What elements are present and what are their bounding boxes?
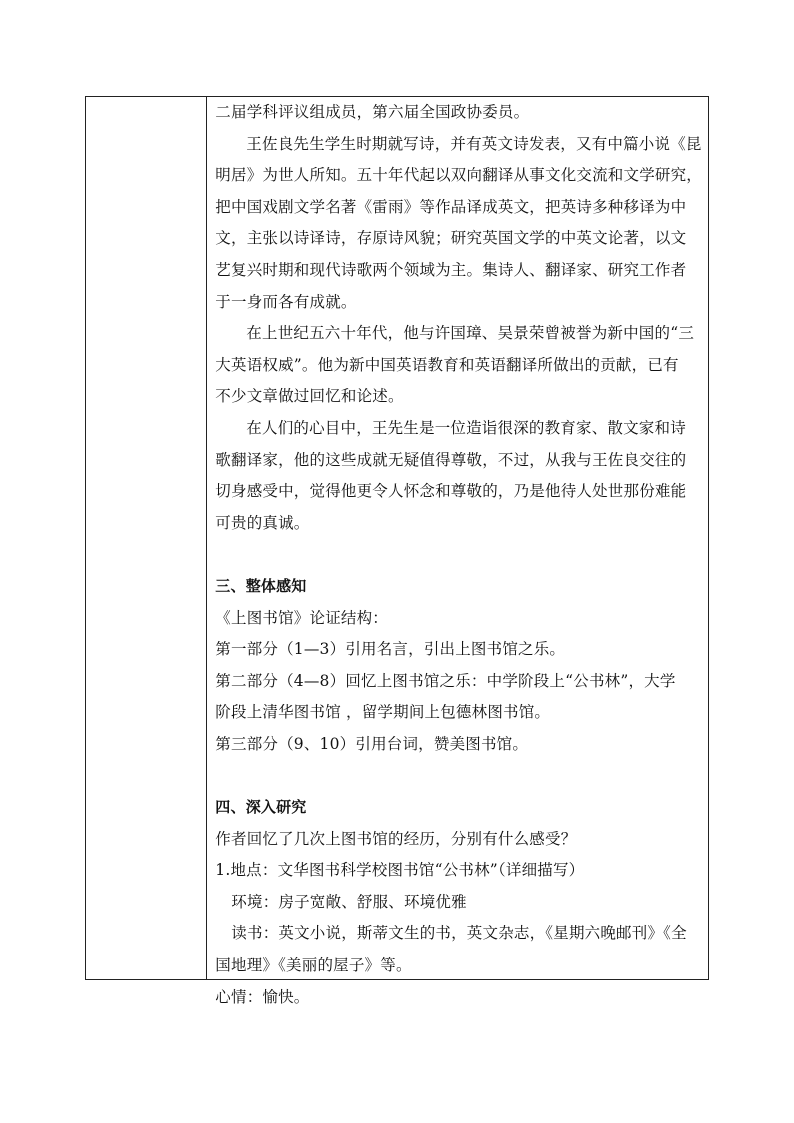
paragraph-first-line: 王佐良先生学生时期就写诗，并有英文诗发表，又有中篇小说《昆 xyxy=(246,134,702,153)
text-line: 《上图书馆》论证结构： xyxy=(215,608,388,627)
text-line: 读书：英文小说，斯蒂文生的书，英文杂志，《星期六晚邮刊》《全 xyxy=(231,924,687,943)
section-heading-overall: 三、整体感知 xyxy=(215,576,307,595)
text-line: 1.地点：文华图书科学校图书馆“公书林”（详细描写） xyxy=(215,861,585,880)
text-line: 艺复兴时期和现代诗歌两个领域为主。集诗人、翻译家、研究工作者 xyxy=(215,260,687,279)
text-line: 心情：愉快。 xyxy=(215,987,310,1006)
text-line: 第一部分（1—3）引用名言，引出上图书馆之乐。 xyxy=(215,640,566,659)
text-line: 切身感受中，觉得他更令人怀念和尊敬的，乃是他待人处世那份难能 xyxy=(215,482,687,501)
text-line: 环境：房子宽敞、舒服、环境优雅 xyxy=(231,892,467,911)
text-line: 把中国戏剧文学名著《雷雨》等作品译成英文，把英诗多种移译为中 xyxy=(215,197,687,216)
text-line: 明居》为世人所知。五十年代起以双向翻译从事文化交流和文学研究， xyxy=(215,166,702,185)
text-line: 于一身而各有成就。 xyxy=(215,292,357,311)
text-line: 第二部分（4—8）回忆上图书馆之乐：中学阶段上“公书林”，大学 xyxy=(215,671,676,690)
content-table xyxy=(85,96,709,1006)
text-line: 作者回忆了几次上图书馆的经历，分别有什么感受？ xyxy=(215,829,577,848)
table-left-column xyxy=(86,97,207,979)
paragraph-first-line: 在上世纪五六十年代，他与许国璋、吴景荣曾被誉为新中国的“三 xyxy=(246,324,695,343)
text-line: 第三部分（9、10）引用台词，赞美图书馆。 xyxy=(215,734,529,753)
paragraph-first-line: 在人们的心目中，王先生是一位造诣很深的教育家、散文家和诗 xyxy=(246,418,686,437)
blank-line xyxy=(215,760,702,792)
text-line: 不少文章做过回忆和论述。 xyxy=(215,387,404,406)
text-line: 歌翻译家，他的这些成就无疑值得尊敬，不过，从我与王佐良交往的 xyxy=(215,450,687,469)
blank-line xyxy=(215,539,702,571)
text-line: 二届学科评议组成员，第六届全国政协委员。 xyxy=(215,103,530,121)
text-line: 可贵的真诚。 xyxy=(215,513,310,532)
text-line: 国地理》《美丽的屋子》等。 xyxy=(215,956,412,975)
text-line: 文，主张以诗译诗，存原诗风貌；研究英国文学的中英文论著，以文 xyxy=(215,229,687,248)
section-heading-deep-study: 四、深入研究 xyxy=(215,798,307,817)
text-line: 阶段上清华图书馆 ，留学期间上包德林图书馆。 xyxy=(215,703,551,722)
table-content-cell xyxy=(207,97,708,1006)
text-line: 大英语权威”。他为新中国英语教育和英语翻译所做出的贡献，已有 xyxy=(215,355,679,374)
